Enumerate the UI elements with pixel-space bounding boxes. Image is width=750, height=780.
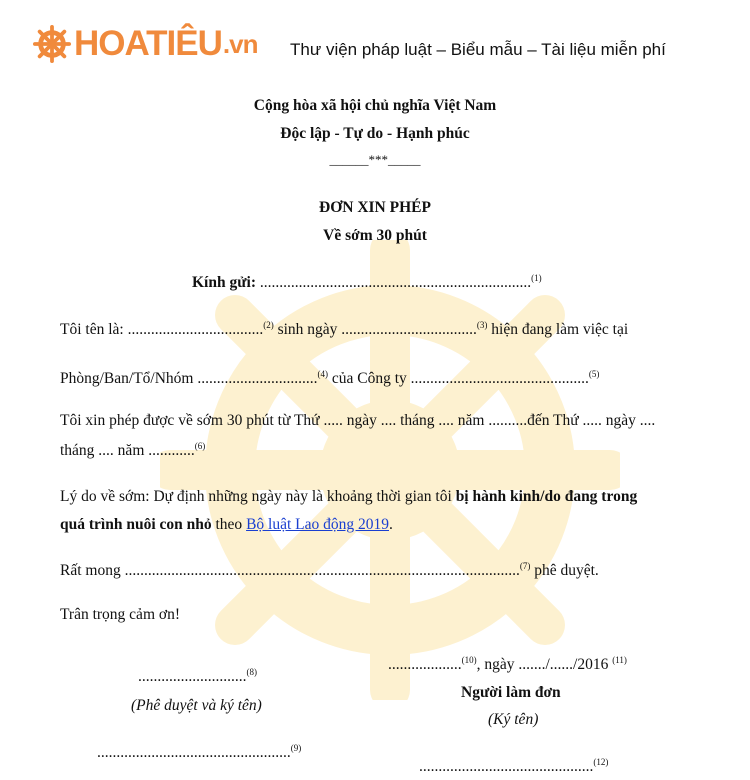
hoatieu-logo[interactable]: HOATIÊU .vn (33, 24, 257, 64)
applicant-name-dots: .............................................$^{(12)}$ (419, 757, 609, 775)
signature-caption: (Ký tên) (488, 711, 539, 728)
national-title: Cộng hòa xã hội chủ nghĩa Việt Nam (253, 97, 497, 114)
separator: ______***_____ (329, 152, 421, 167)
thanks-line: Trân trọng cảm ơn! (60, 606, 180, 623)
approver-name-dots: ..................................................$^{(9)}$ (97, 743, 302, 761)
approver-dots: ............................$^{(8)}$ (138, 667, 257, 685)
period-line-2: tháng .... năm ............$^{(6)}$ (60, 441, 206, 459)
labor-law-link[interactable]: Bộ luật Lao động 2019 (246, 516, 389, 533)
department-line: Phòng/Ban/Tổ/Nhóm ...............................$^{(4)}$ của Công ty ..............................................$^{(5)}$ (60, 369, 600, 387)
period-line: Tôi xin phép được về sớm 30 phút từ Thứ ..... ngày .... tháng .... năm ..........đến Thứ ..... ngày .... (60, 412, 656, 429)
ship-wheel-watermark-icon (160, 240, 620, 700)
place-date-line: ...................$^{(10)}$, ngày ......./....../2016 $^{(11)}$ (388, 655, 627, 673)
reason-line-2: quá trình nuôi con nhỏ theo Bộ luật Lao động 2019. (60, 516, 393, 533)
site-tagline: Thư viện pháp luật – Biểu mẫu – Tài liệu miễn phí (290, 40, 666, 59)
recipient-line: Kính gửi: ......................................................................$^{(1)}$ (192, 273, 542, 291)
ship-wheel-icon (33, 24, 71, 64)
applicant-label: Người làm đơn (461, 684, 561, 701)
reason-line: Lý do về sớm: Dự định những ngày này là khoảng thời gian tôi bị hành kinh/do đang trong (60, 488, 638, 505)
approver-caption: (Phê duyệt và ký tên) (131, 697, 262, 714)
name-line: Tôi tên là: ...................................$^{(2)}$ sinh ngày ...................................$^{(3)}$ hiện đang làm việc tại (60, 320, 629, 338)
document-subtitle: Về sớm 30 phút (323, 227, 427, 244)
document-title: ĐƠN XIN PHÉP (319, 199, 431, 216)
national-motto: Độc lập - Tự do - Hạnh phúc (280, 125, 470, 142)
request-line: Rất mong ......................................................................................................$^{(7)}$ phê duyệt. (60, 561, 599, 579)
